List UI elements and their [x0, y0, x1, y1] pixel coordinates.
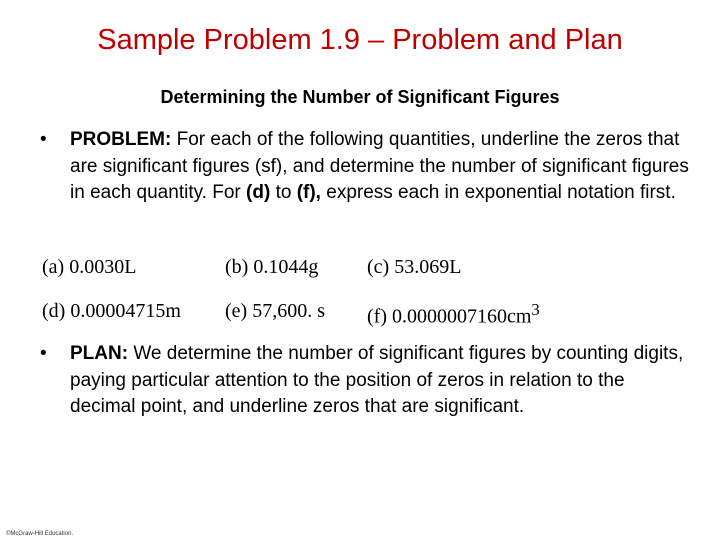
- quantity-f: [367, 300, 540, 329]
- quantity-b: (b) 0.1044g: [225, 256, 319, 278]
- copyright-footer: ©McGraw-Hill Education.: [6, 531, 74, 537]
- problem-text-part2: express each in exponential notation first.: [320, 182, 676, 203]
- problem-to: to: [270, 182, 297, 203]
- problem-text: [40, 127, 690, 207]
- quantity-c: (c) 53.069L: [367, 256, 462, 278]
- plan-label: PLAN:: [70, 343, 129, 364]
- problem-text-part1: For each of the following quantities, underline the zeros that are significant figures (sf), and determine the number of significant figures in each quantity. For: [70, 129, 689, 203]
- problem-bold-d: (d): [246, 182, 271, 203]
- quantities-grid: [42, 256, 692, 344]
- quantity-a: (a) 0.0030L: [42, 256, 137, 278]
- problem-bullet: [40, 127, 690, 207]
- quantity-d: (d) 0.00004715m: [42, 300, 181, 322]
- quantity-f-exponent: 3: [531, 300, 540, 319]
- bullet-dot: •: [40, 129, 47, 150]
- quantities-row-2: [42, 300, 692, 344]
- plan-text: [40, 341, 690, 421]
- slide-subtitle: Determining the Number of Significant Figures: [160, 87, 560, 107]
- slide-title: Sample Problem 1.9 – Problem and Plan: [97, 24, 623, 56]
- quantity-e: (e) 57,600. s: [225, 300, 325, 322]
- bullet-dot: •: [40, 343, 47, 364]
- plan-bullet: [40, 341, 690, 421]
- problem-label: PROBLEM:: [70, 129, 172, 150]
- quantity-f-base: (f) 0.0000007160cm: [367, 305, 532, 328]
- problem-bold-f: (f),: [296, 182, 321, 203]
- plan-text-body: We determine the number of significant figures by counting digits, paying particular attention to the position of zeros in relation to the decimal point, and underline zeros that are significant.: [70, 343, 684, 417]
- quantities-row-1: [42, 256, 692, 300]
